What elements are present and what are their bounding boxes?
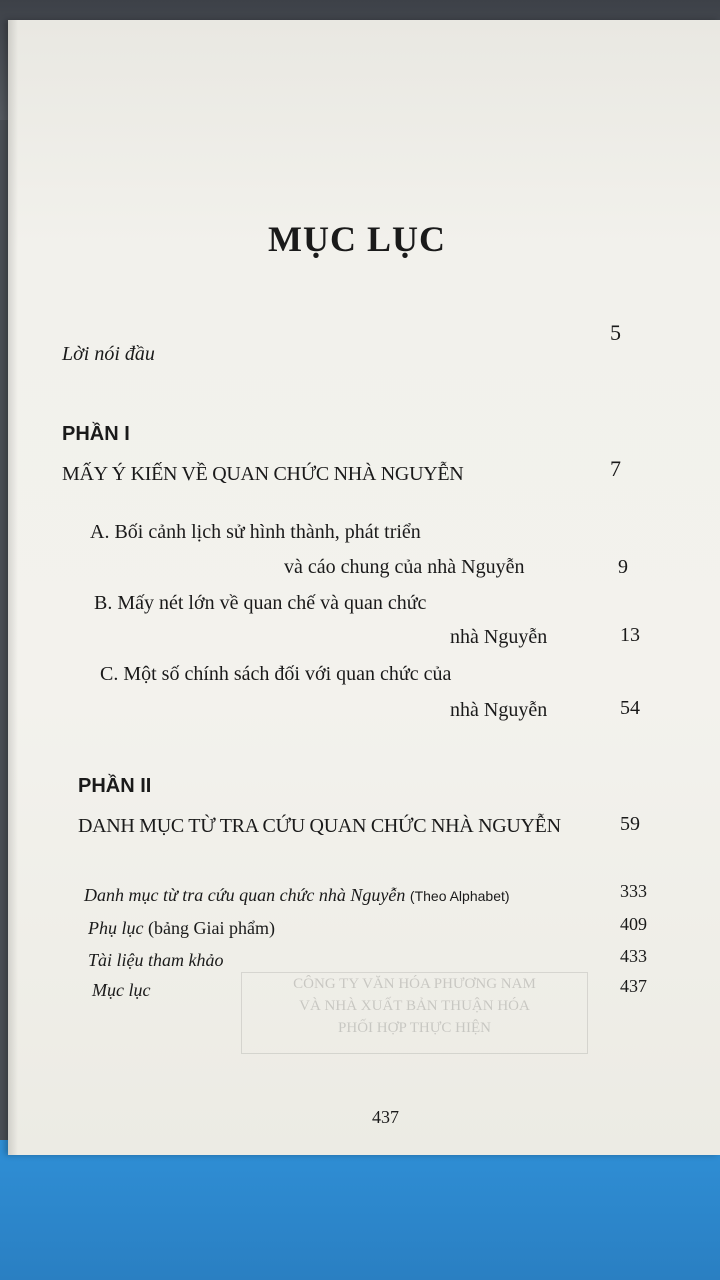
- show-through-line: CÔNG TY VĂN HÓA PHƯƠNG NAM: [293, 976, 536, 992]
- toc-page-references: 433: [620, 946, 647, 966]
- toc-page-b: 13: [620, 624, 640, 646]
- part-title-1: MẤY Ý KIẾN VỀ QUAN CHỨC NHÀ NGUYỄN: [62, 463, 464, 485]
- page-edge-shadow: [8, 20, 18, 1155]
- toc-entry-references: Tài liệu tham khảo: [88, 950, 224, 970]
- toc-entry-label: Danh mục từ tra cứu quan chức nhà Nguyễn: [84, 885, 406, 905]
- toc-page-contents: 437: [620, 976, 647, 996]
- toc-entry-a-line2: và cáo chung của nhà Nguyễn: [284, 556, 525, 578]
- toc-page-c: 54: [620, 697, 640, 719]
- toc-entry-foreword: Lời nói đầu: [62, 343, 155, 365]
- part-page-1: 7: [610, 456, 621, 481]
- toc-entry-a-line1: A. Bối cảnh lịch sử hình thành, phát triển: [90, 521, 421, 543]
- part-heading-2: PHẦN II: [78, 775, 152, 797]
- page-number: 437: [372, 1107, 399, 1127]
- page-title: MỤC LỤC: [268, 219, 446, 259]
- toc-entry-c-line1: C. Một số chính sách đối với quan chức của: [100, 663, 452, 685]
- show-through-text: [241, 972, 588, 1054]
- toc-entry-note: (bảng Giai phẩm): [148, 918, 275, 938]
- toc-page-a: 9: [618, 556, 628, 578]
- toc-entry-c-line2: nhà Nguyễn: [450, 699, 548, 721]
- show-through-line: PHỐI HỢP THỰC HIỆN: [338, 1020, 491, 1036]
- toc-entry-label: Phụ lục: [88, 918, 144, 938]
- toc-entry-b-line2: nhà Nguyễn: [450, 626, 548, 648]
- toc-entry-note: (Theo Alphabet): [409, 888, 510, 904]
- part-title-2: DANH MỤC TỪ TRA CỨU QUAN CHỨC NHÀ NGUYỄN: [78, 815, 561, 837]
- toc-page-foreword: 5: [610, 320, 621, 345]
- toc-entry-index: [84, 885, 510, 906]
- toc-page-appendix: 409: [620, 914, 647, 934]
- toc-entry-b-line1: B. Mấy nét lớn về quan chế và quan chức: [94, 592, 427, 614]
- book-page: [8, 20, 720, 1155]
- part-heading-1: PHẦN I: [62, 423, 130, 445]
- toc-page-index: 333: [620, 881, 647, 901]
- show-through-line: VÀ NHÀ XUẤT BẢN THUẬN HÓA: [299, 998, 530, 1014]
- background-surface-bottom: [0, 1140, 720, 1280]
- toc-entry-contents: Mục lục: [92, 980, 151, 1000]
- part-page-2: 59: [620, 813, 640, 835]
- toc-entry-appendix: [88, 918, 275, 939]
